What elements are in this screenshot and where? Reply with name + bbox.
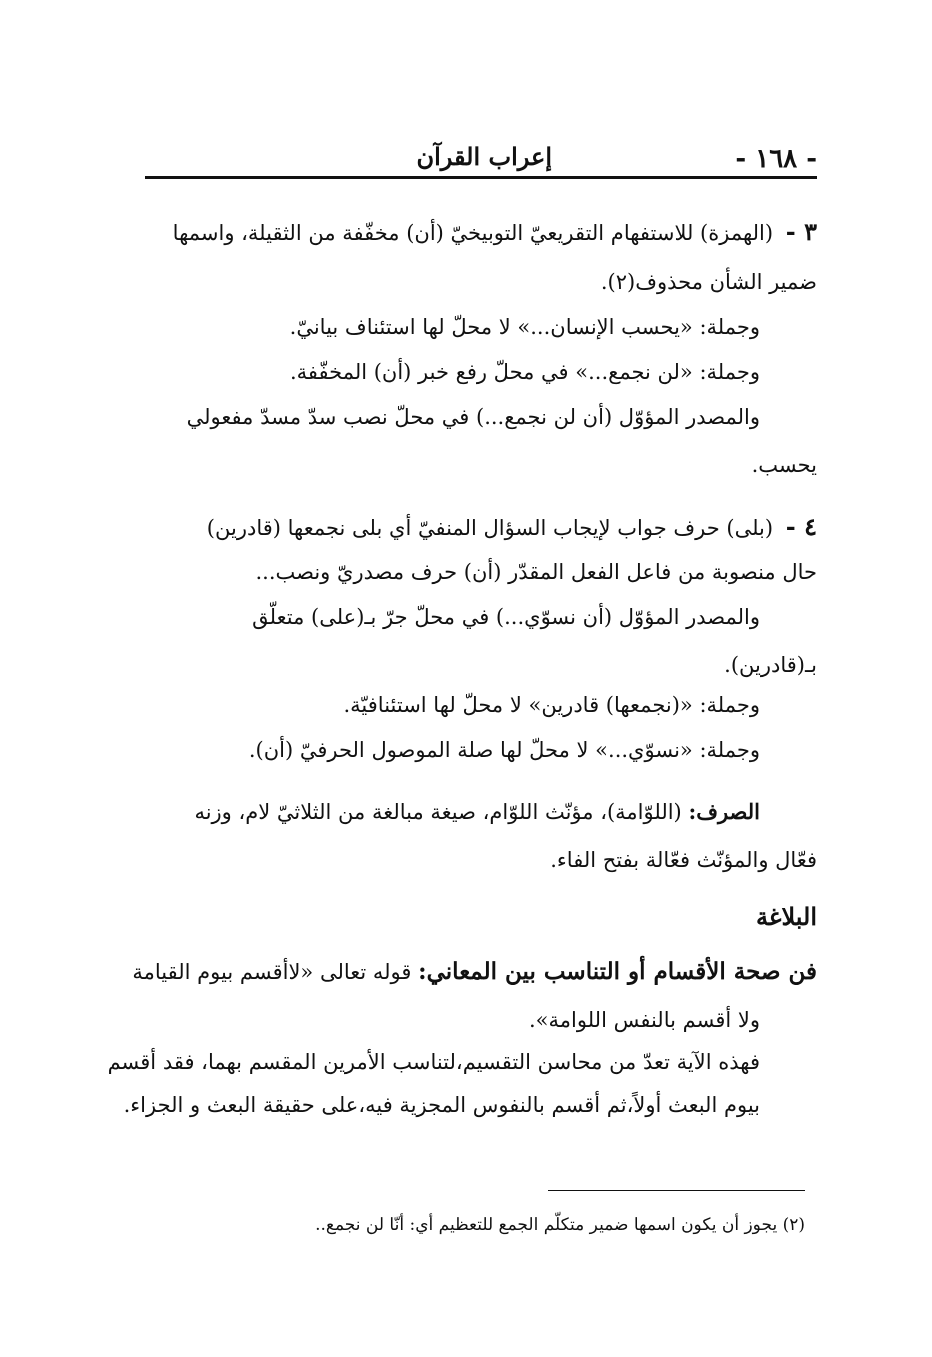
balagha-heading: البلاغة [756, 902, 817, 931]
sarf-line-2: فعّال والمؤنّث فعّالة بفتح الفاء. [550, 848, 817, 872]
book-title: إعراب القرآن [416, 142, 552, 171]
balagha-line-2: ولا أقسم بالنفس اللوامة». [529, 1008, 760, 1032]
paragraph-4-masdar-1: والمصدر المؤوّل (أن نسوّي...) في محلّ جرّ بـ(على) متعلّق [252, 605, 760, 629]
paragraph-4-jumla-1: وجملة: «(نجمعها) قادرين» لا محلّ لها استئنافيّة. [343, 693, 760, 717]
paragraph-4-text-1: (بلى) حرف جواب لإيجاب السؤال المنفيّ أي بلى نجمعها (قادرين) [206, 516, 774, 540]
page-number: - ١٦٨ - [735, 144, 817, 174]
sarf-label: الصرف: [688, 799, 760, 824]
paragraph-3-masdar-2: يحسب. [751, 453, 817, 477]
paragraph-4-masdar-2: بـ(قادرين). [724, 653, 817, 677]
paragraph-3-text-1: (الهمزة) للاستفهام التقريعيّ التوبيخيّ (أن) مخفّفة من الثقيلة، واسمها [172, 221, 774, 245]
paragraph-3-jumla-2: وجملة: «لن نجمع...» في محلّ رفع خبر (أن) المخفّفة. [289, 360, 760, 384]
paragraph-3-masdar-1: والمصدر المؤوّل (أن لن نجمع...) في محلّ نصب سدّ مسدّ مفعولي [186, 405, 760, 429]
footnote: (٢) يجوز أن يكون اسمها ضمير متكلّم الجمع للتعظيم أي: أنّا لن نجمع.. [315, 1215, 805, 1235]
balagha-text-1: قوله تعالى «لاأقسم بيوم القيامة [132, 960, 412, 984]
balagha-sub-heading: فن صحة الأقسام أو التناسب بين المعاني: [418, 958, 817, 985]
balagha-line-4: بيوم البعث أولاً،ثم أقسم بالنفوس المجزية فيه،على حقيقة البعث و الجزاء. [123, 1093, 760, 1117]
balagha-line-3: فهذه الآية تعدّ من محاسن التقسيم،لتناسب الأمرين المقسم بهما، فقد أقسم [107, 1050, 760, 1074]
header-divider [145, 176, 817, 179]
paragraph-4-line-1 [207, 505, 817, 550]
footnote-divider [548, 1190, 805, 1191]
page-header [145, 132, 817, 176]
sarf-line-1 [194, 790, 760, 834]
paragraph-4-line-2: حال منصوبة من فاعل الفعل المقدّر (أن) حرف مصدريّ ونصب... [255, 560, 817, 584]
balagha-line-1 [132, 950, 817, 994]
paragraph-3-line-2: ضمير الشأن محذوف(٢). [600, 270, 817, 294]
paragraph-4-jumla-2: وجملة: «نسوّي...» لا محلّ لها صلة الموصول الحرفيّ (أن). [248, 738, 760, 762]
sarf-text-1: (اللوّامة)، مؤنّث اللوّام، صيغة مبالغة من الثلاثيّ لام، وزنه [194, 800, 682, 824]
paragraph-3-number: ٣ - [785, 217, 817, 246]
paragraph-3-jumla-1: وجملة: «يحسب الإنسان...» لا محلّ لها استئناف بيانيّ. [289, 315, 760, 339]
paragraph-3-line-1 [173, 210, 817, 255]
paragraph-4-number: ٤ - [785, 512, 817, 541]
